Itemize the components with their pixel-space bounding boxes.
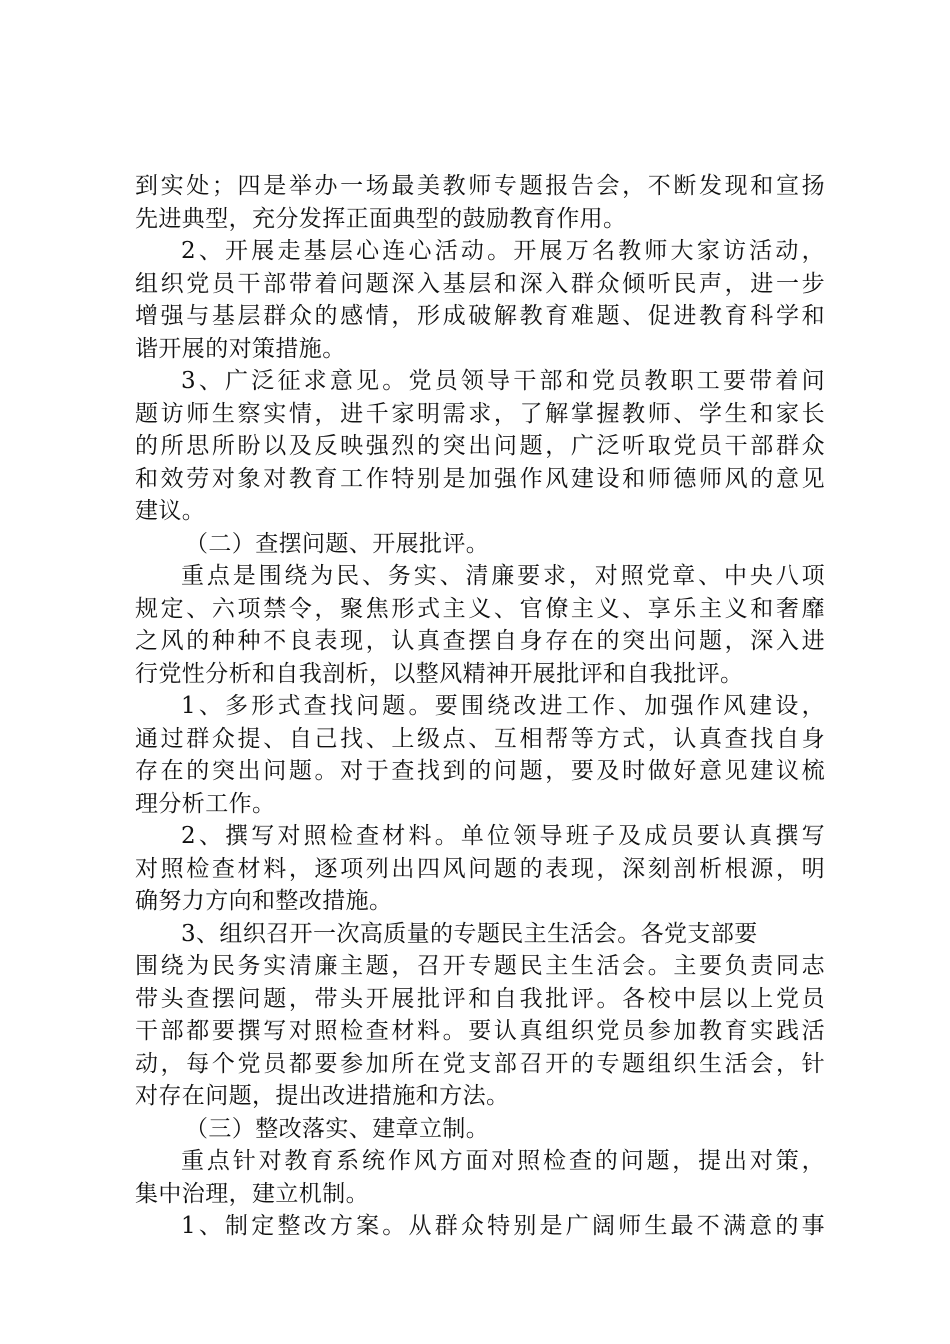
text-line: 带头查摆问题，带头开展批评和自我批评。各校中层以上党员	[135, 985, 825, 1012]
text-line: 通过群众提、自己找、上级点、互相帮等方式，认真查找自身	[135, 725, 825, 752]
text-line: 对存在问题，提出改进措施和方法。	[135, 1083, 510, 1109]
text-line: 的所思所盼以及反映强烈的突出问题，广泛听取党员干部群众	[135, 433, 825, 459]
text-line: 2、开展走基层心连心活动。开展万名教师大家访活动，	[181, 238, 825, 264]
text-line: 重点是围绕为民、务实、清廉要求，对照党章、中央八项	[181, 563, 825, 589]
text-line: 规定、六项禁令，聚焦形式主义、官僚主义、享乐主义和奢靡	[135, 595, 825, 622]
section-heading: （三）整改落实、建章立制。	[185, 1115, 490, 1142]
text-line: 2、撰写对照检查材料。单位领导班子及成员要认真撰写	[181, 823, 825, 849]
text-line: 先进典型，充分发挥正面典型的鼓励教育作用。	[135, 205, 627, 232]
text-line: 确努力方向和整改措施。	[135, 888, 393, 914]
section-heading: （二）查摆问题、开展批评。	[185, 530, 490, 557]
text-line: 1、多形式查找问题。要围绕改进工作、加强作风建设，	[181, 693, 825, 719]
text-line: 理分析工作。	[135, 790, 276, 817]
text-line: 3、广泛征求意见。党员领导干部和党员教职工要带着问	[181, 368, 825, 394]
text-line: 行党性分析和自我剖析，以整风精神开展批评和自我批评。	[135, 660, 744, 687]
text-line: 重点针对教育系统作风方面对照检查的问题，提出对策，	[181, 1148, 825, 1174]
text-line: 动，每个党员都要参加所在党支部召开的专题组织生活会，针	[135, 1050, 825, 1077]
text-line: 到实处；四是举办一场最美教师专题报告会，不断发现和宣扬	[135, 173, 825, 199]
text-line: 谐开展的对策措施。	[135, 335, 346, 362]
text-line: 题访师生察实情，进千家明需求，了解掌握教师、学生和家长	[135, 400, 825, 427]
text-line: 对照检查材料，逐项列出四风问题的表现，深刻剖析根源，明	[135, 855, 825, 882]
text-line: 3、组织召开一次高质量的专题民主生活会。各党支部要	[181, 920, 758, 947]
text-line: 围绕为民务实清廉主题，召开专题民主生活会。主要负责同志	[135, 953, 825, 979]
document-page	[135, 170, 825, 1243]
text-line: 干部都要撰写对照检查材料。要认真组织党员参加教育实践活	[135, 1018, 825, 1044]
text-line: 和效劳对象对教育工作特别是加强作风建设和师德师风的意见	[135, 465, 825, 492]
text-line: 增强与基层群众的感情，形成破解教育难题、促进教育科学和	[135, 303, 825, 329]
text-line: 组织党员干部带着问题深入基层和深入群众倾听民声，进一步	[135, 270, 825, 297]
text-line: 1、制定整改方案。从群众特别是广阔师生最不满意的事	[181, 1213, 825, 1239]
text-line: 之风的种种不良表现，认真查摆自身存在的突出问题，深入进	[135, 628, 825, 654]
text-line: 集中治理，建立机制。	[135, 1180, 369, 1207]
text-line: 建议。	[135, 498, 206, 524]
text-line: 存在的突出问题。对于查找到的问题，要及时做好意见建议梳	[135, 758, 825, 784]
